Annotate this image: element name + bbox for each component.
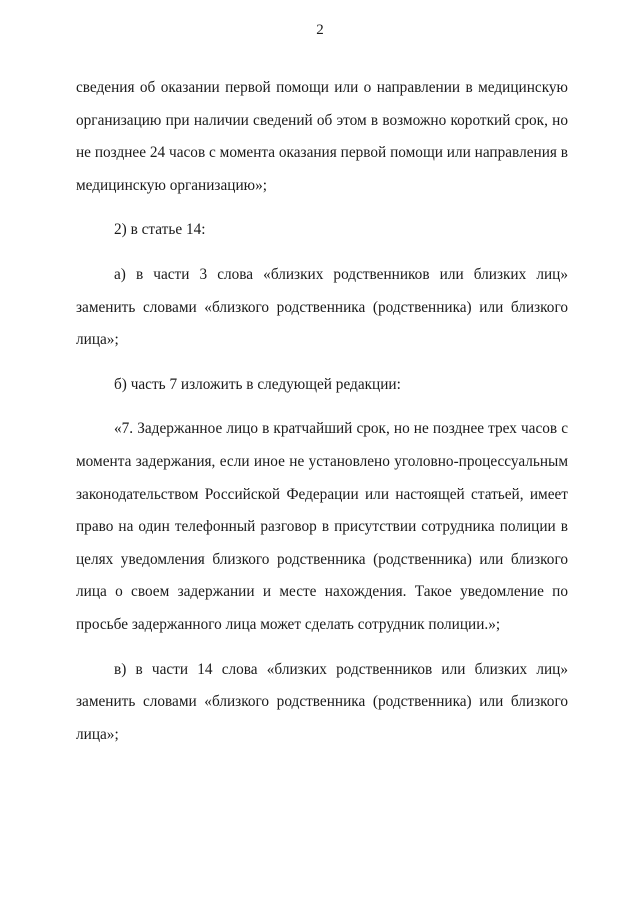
page-number: 2 <box>316 22 324 38</box>
paragraph-quoted-part-7: «7. Задержанное лицо в кратчайший срок, но не позднее трех часов с момента задержания, если иное не установлено уголовно-процессуальным законодательством Российской Федерации или настоящей статьей, имеет право на один телефонный разговор в присутствии сотрудника полиции в целях уведомления близкого родственника (родственника) или близкого лица о своем задержании и месте нахождения. Такое уведомление по просьбе задержанного лица может сделать сотрудник полиции.»; <box>76 420 568 633</box>
paragraph-item-2: 2) в статье 14: <box>114 221 206 239</box>
paragraph-subitem-a: а) в части 3 слова «близких родственников или близких лиц» заменить словами «близкого родственника (родственника) или близкого лица»; <box>76 265 568 349</box>
paragraph-continuation: сведения об оказании первой помощи или о направлении в медицинскую организацию при наличии сведений об этом в возможно короткий срок, но не позднее 24 часов с момента оказания первой помощи или направления в медицинскую организацию»; <box>76 79 568 194</box>
document-body <box>76 72 568 763</box>
paragraph-subitem-v: в) в части 14 слова «близких родственников или близких лиц» заменить словами «близкого родственника (родственника) или близкого лица»; <box>76 660 568 743</box>
paragraph-subitem-b: б) часть 7 изложить в следующей редакции: <box>114 375 401 393</box>
